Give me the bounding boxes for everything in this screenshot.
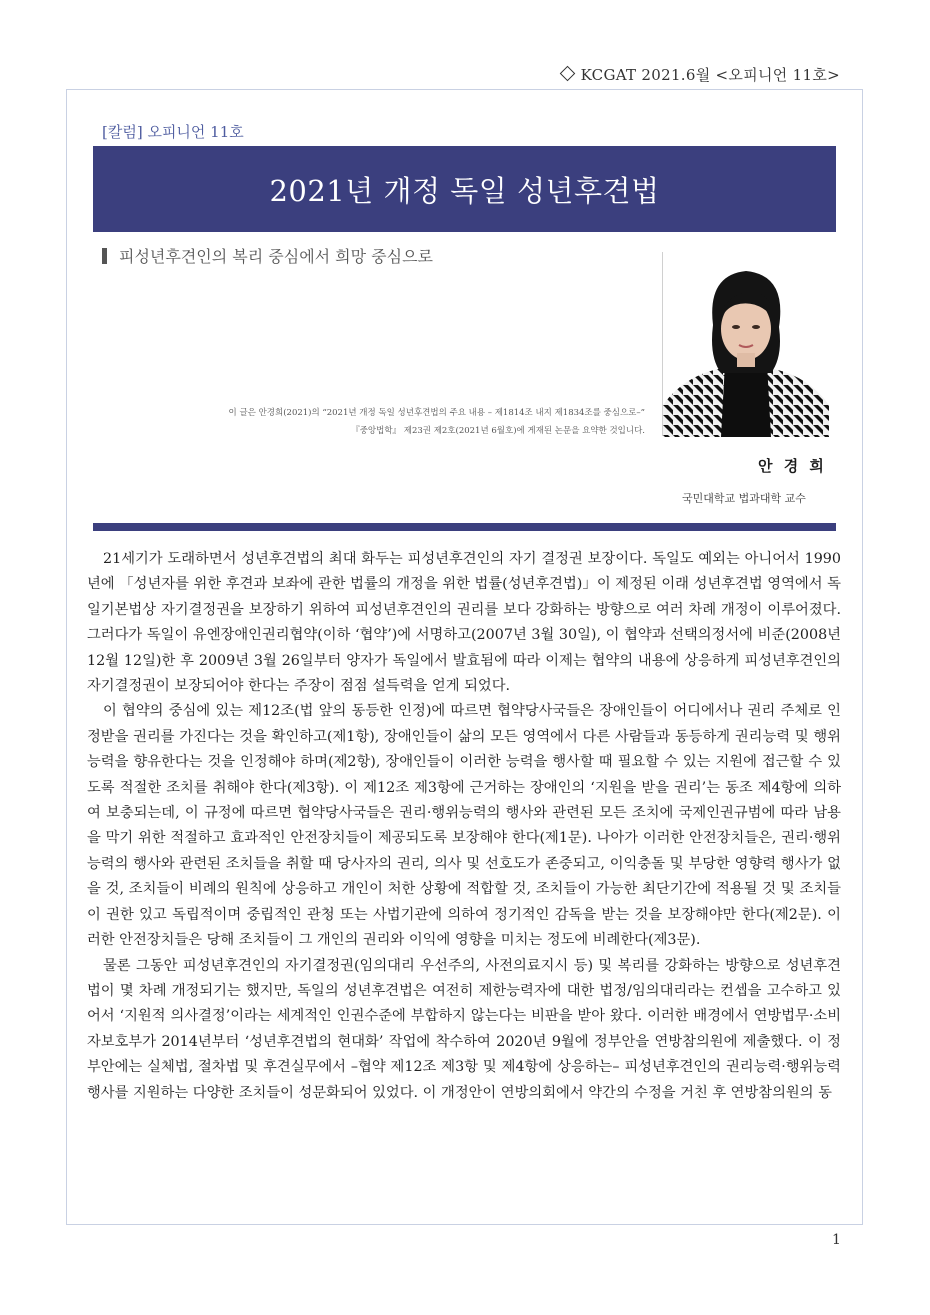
article-title: 2021년 개정 독일 성년후견법 [269,173,660,208]
author-photo [663,265,829,437]
source-note-line-2: 『중앙법학』 제23권 제2호(2021년 6월호)에 게재된 논문을 요약한 것입니다. [351,426,645,436]
body-paragraph-2: 이 협약의 중심에 있는 제12조(법 앞의 동등한 인정)에 따르면 협약당사국들은 장애인들이 어디에서나 권리 주체로 인정받을 권리를 가진다는 것을 확인하고(제1항), 장애인들이 삶의 모든 영역에서 다른 사람들과 동등하게 권리능력 및 행위능력을 향유한다는 것을 인정해야 하며(제2항), 장애인들이 이러한 능력을 행사할 때 필요할 수 있는 지원에 접근할 수 있도록 적절한 조치를 취해야 한다(제3항). 이 제12조 제3항에 근거하는 장애인의 ‘지원을 받을 권리’는 동조 제4항에 의하여 보충되는데, 이 규정에 따르면 협약당사국들은 권리·행위능력의 행사와 관련된 모든 조치에 국제인권규범에 따라 남용을 막기 위한 적절하고 효과적인 안전장치들이 제공되도록 보장해야 한다(제1문). 나아가 이러한 안전장치들은, 권리·행위능력의 행사와 관련된 조치들을 취할 때 당사자의 권리, 의사 및 선호도가 존중되고, 이익충돌 및 부당한 영향력 행사가 없을 것, 조치들이 비례의 원칙에 상응하고 개인이 처한 상황에 적합할 것, 조치들이 가능한 최단기간에 적용될 것 및 조치들이 권한 있고 독립적이며 중립적인 관청 또는 사법기관에 의하여 정기적인 감독을 받는 것을 보장해야만 한다(제2문). 이러한 안전장치들은 당해 조치들이 그 개인의 권리와 이익에 영향을 미치는 정도에 비례한다(제3문). [87,703,841,949]
subtitle-bar-icon [102,248,107,264]
header-rule [93,523,836,531]
body-paragraph-3: 물론 그동안 피성년후견인의 자기결정권(임의대리 우선주의, 사전의료지시 등) 및 복리를 강화하는 방향으로 성년후견법이 몇 차례 개정되기는 했지만, 독일의 성년후견법은 여전히 제한능력자에 대한 법정/임의대리라는 컨셉을 고수하고 있어서 ‘지원적 의사결정’이라는 세계적인 인권수준에 부합하지 않는다는 비판을 받아 왔다. 이러한 배경에서 연방법무·소비자보호부가 2014년부터 ‘성년후견법의 현대화’ 작업에 착수하여 2020년 9월에 정부안을 연방참의원에 제출했다. 이 정부안에는 실체법, 절차법 및 후견실무에서 –협약 제12조 제3항 및 제4항에 상응하는– 피성년후견인의 권리능력·행위능력 행사를 지원하는 다양한 조치들이 성문화되어 있었다. 이 개정안이 연방의회에서 약간의 수정을 거친 후 연방참의원의 동 [87,957,841,1101]
article-body [87,547,841,1106]
author-name: 안 경 희 [758,457,827,475]
title-banner [93,146,836,232]
body-paragraph-1: 21세기가 도래하면서 성년후견법의 최대 화두는 피성년후견인의 자기 결정권 보장이다. 독일도 예외는 아니어서 1990년에 「성년자를 위한 후견과 보좌에 관한 법률의 개정을 위한 법률(성년후견법)」이 제정된 이래 성년후견법 영역에서 독일기본법상 자기결정권을 보장하기 위하여 피성년후견인의 권리를 보다 강화하는 방향으로 여러 차례 개정이 이루어졌다. 그러다가 독일이 유엔장애인권리협약(이하 ‘협약’)에 서명하고(2007년 3월 30일), 이 협약과 선택의정서에 비준(2008년 12월 12일)한 후 2009년 3월 26일부터 양자가 독일에서 발효됨에 따라 이제는 협약의 내용에 상응하게 피성년후견인의 자기결정권이 보장되어야 한다는 주장이 점점 설득력을 얻게 되었다. [87,551,841,695]
author-affiliation: 국민대학교 법과대학 교수 [682,492,806,505]
article-subtitle [102,244,433,267]
section-tag: [칼럼] 오피니언 11호 [102,123,244,141]
running-title: KCGAT 2021.6월 <오피니언 11호> [580,66,840,84]
running-header [562,64,840,85]
subtitle-text: 피성년후견인의 복리 중심에서 희망 중심으로 [119,247,434,266]
source-note-line-1: 이 글은 안경희(2021)의 “2021년 개정 독일 성년후견법의 주요 내용 – 제1814조 내지 제1834조를 중심으로–” [228,408,645,418]
source-note [229,404,645,440]
page-number: 1 [832,1232,841,1248]
diamond-icon [559,66,575,82]
